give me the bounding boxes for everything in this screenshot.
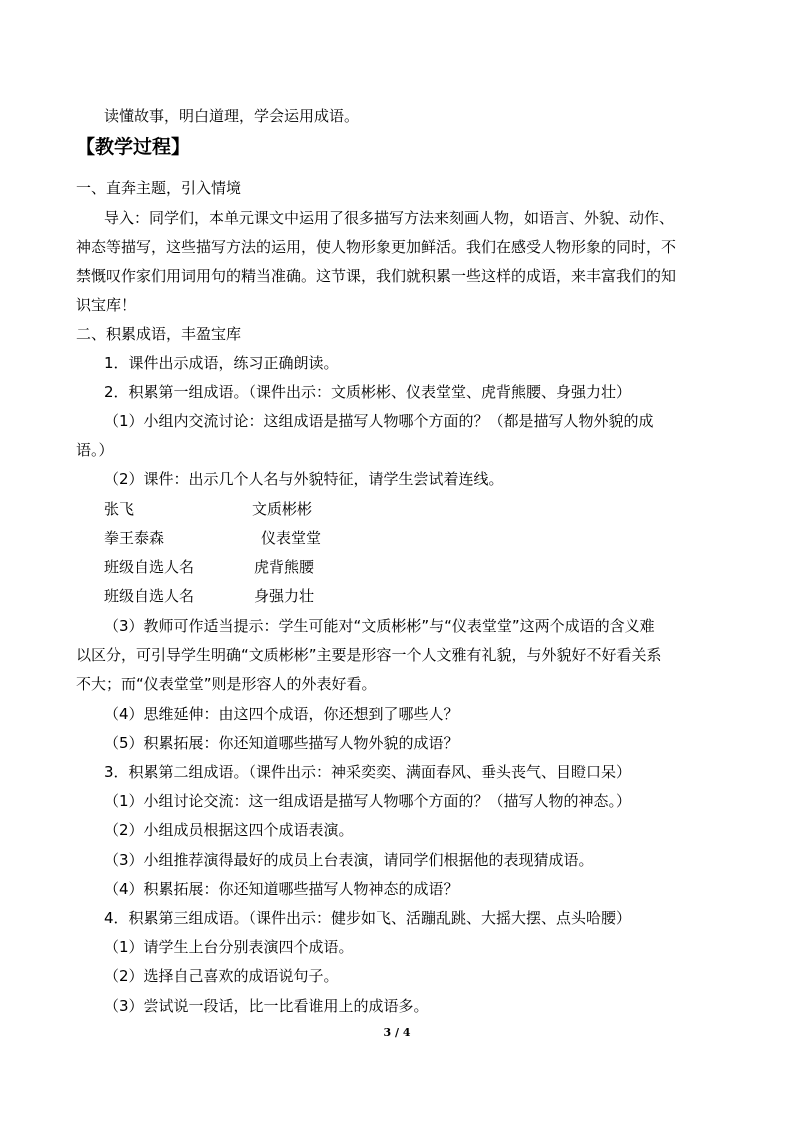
paragraph-line: 3．积累第二组成语。（课件出示：神采奕奕、满面春风、垂头丧气、目瞪口呆） bbox=[104, 763, 632, 781]
part-two-heading: 二、积累成语，丰盈宝库 bbox=[76, 325, 242, 343]
paragraph-line: （3）小组推荐演得最好的成员上台表演，请同学们根据他的表现猜成语。 bbox=[104, 851, 594, 869]
matching-name: 班级自选人名 bbox=[104, 558, 195, 576]
matching-idiom: 文质彬彬 bbox=[252, 500, 313, 518]
matching-row bbox=[104, 528, 322, 548]
paragraph-line: 4．积累第三组成语。（课件出示：健步如飞、活蹦乱跳、大摇大摆、点头哈腰） bbox=[104, 909, 632, 927]
part-one-heading: 一、直奔主题，引入情境 bbox=[76, 179, 242, 197]
paragraph-line: （1）小组内交流讨论：这组成语是描写人物哪个方面的？（都是描写人物外貌的成 bbox=[104, 412, 654, 430]
objective-line: 读懂故事，明白道理，学会运用成语。 bbox=[104, 107, 360, 125]
paragraph-line: （3）尝试说一段话，比一比看谁用上的成语多。 bbox=[104, 997, 429, 1015]
paragraph-line: （2）小组成员根据这四个成语表演。 bbox=[104, 821, 354, 839]
paragraph-line: （3）教师可作适当提示：学生可能对“文质彬彬”与“仪表堂堂”这两个成语的含义难 bbox=[104, 617, 655, 635]
paragraph-line: （4）思维延伸：由这四个成语，你还想到了哪些人？ bbox=[104, 705, 459, 723]
page-number: 3 / 4 bbox=[383, 1026, 411, 1039]
paragraph-line: （2）课件：出示几个人名与外貌特征，请学生尝试着连线。 bbox=[104, 470, 504, 488]
matching-row bbox=[104, 557, 315, 577]
paragraph-line: 以区分，可引导学生明确“文质彬彬”主要是形容一个人文雅有礼貌，与外貌好不好看关系 bbox=[76, 646, 662, 664]
paragraph-line: （2）选择自己喜欢的成语说句子。 bbox=[104, 967, 339, 985]
paragraph-line: 神态等描写，这些描写方法的运用，使人物形象更加鲜活。我们在感受人物形象的同时，不 bbox=[76, 238, 677, 256]
matching-idiom: 身强力壮 bbox=[254, 587, 315, 605]
paragraph-line: 禁慨叹作家们用词用句的精当准确。这节课，我们就积累一些这样的成语，来丰富我们的知 bbox=[76, 267, 677, 285]
paragraph-line: （1）小组讨论交流：这一组成语是描写人物哪个方面的？（描写人物的神态。） bbox=[104, 792, 632, 810]
paragraph-line: 导入：同学们，本单元课文中运用了很多描写方法来刻画人物，如语言、外貌、动作、 bbox=[104, 209, 675, 227]
matching-row bbox=[104, 586, 315, 606]
paragraph-line: 不大；而“仪表堂堂”则是形容人的外表好看。 bbox=[76, 675, 377, 693]
matching-name: 拳王泰森 bbox=[104, 529, 165, 547]
matching-idiom: 仪表堂堂 bbox=[261, 529, 322, 547]
matching-name: 班级自选人名 bbox=[104, 587, 195, 605]
paragraph-line: 2．积累第一组成语。（课件出示：文质彬彬、仪表堂堂、虎背熊腰、身强力壮） bbox=[104, 383, 632, 401]
paragraph-line: 1．课件出示成语，练习正确朗读。 bbox=[104, 354, 339, 372]
paragraph-line: （4）积累拓展：你还知道哪些描写人物神态的成语？ bbox=[104, 880, 459, 898]
matching-idiom: 虎背熊腰 bbox=[254, 558, 315, 576]
section-heading: 【教学过程】 bbox=[76, 136, 191, 158]
matching-name: 张飞 bbox=[104, 500, 135, 518]
paragraph-line: （5）积累拓展：你还知道哪些描写人物外貌的成语？ bbox=[104, 734, 459, 752]
paragraph-line: 识宝库！ bbox=[76, 296, 137, 314]
paragraph-line: （1）请学生上台分别表演四个成语。 bbox=[104, 938, 354, 956]
paragraph-line: 语。） bbox=[76, 441, 114, 459]
matching-row bbox=[104, 499, 313, 519]
